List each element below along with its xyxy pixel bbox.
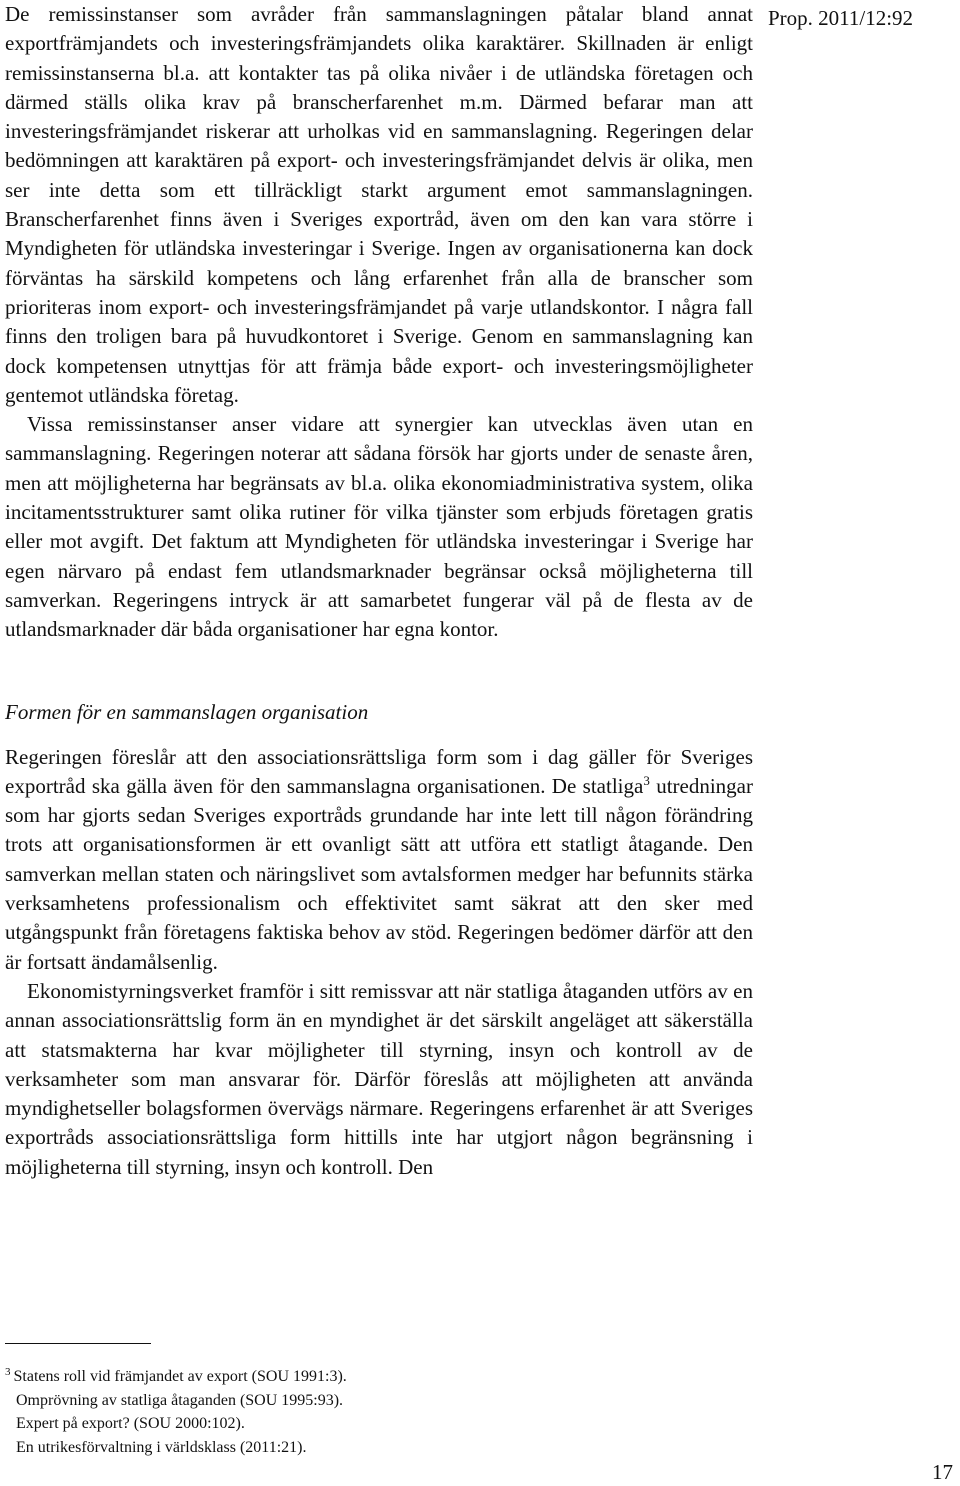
paragraph-remissinstanser: De remissinstanser som avråder från sammanslagningen påtalar bland annat exportfrämjandets och investeringsfrämjandets olika karaktärer. Skillnaden är enligt remissinstanserna bl.a. att kontakter tas på olika nivåer i de utländska företagen och därmed ställs olika krav på branscherfarenhet m.m. Därmed befarar man att investeringsfrämjandet riskerar att urholkas vid en sammanslagning. Regeringen delar bedömningen att karaktären på export- och investeringsfrämjandet delvis är olika, men ser inte detta som ett tillräckligt starkt argument emot sammanslagningen. Branscherfarenhet finns även i Sveriges exportråd, även om den kan vara större i Myndigheten för utländska investeringar i Sverige. Ingen av organisationerna kan dock förväntas ha särskild kompetens och lång erfarenhet från alla de branscher som prioriteras inom export- och investeringsfrämjandet på varje utlandskontor. I några fall finns den troligen bara på huvudkontoret i Sverige. Genom en sammanslagning kan dock kompetensen utnyttjas för att främja både export- och investeringsmöjligheter gentemot utländska företag. (5, 2, 753, 407)
footnotes (5, 1365, 753, 1459)
paragraph-associationsform-part2: utredningar som har gjorts sedan Sveriges exportråds grundande har inte lett till någon förändring trots att organisationsformen är ett ovanligt sätt att utföra ett statligt åtagande. Den samverkan mellan staten och näringslivet som avtalsformen medger har befunnits stärka verksamhetens professionalism och effektivitet samt säkrat att den sker med utgångspunkt från företagens faktiska behov av stöd. Regeringen bedömer därför att den är fortsatt ändamålsenlig. (5, 773, 753, 974)
proposition-reference: Prop. 2011/12:92 (768, 6, 914, 30)
paragraph-associationsform-part1: Regeringen föreslår att den associationsrättsliga form som i dag gäller för Sveriges exportråd ska gälla även för den sammanslagna organisationen. De statliga (5, 744, 753, 798)
paragraph-ekonomistyrningsverket: Ekonomistyrningsverket framför i sitt remissvar att när statliga åtaganden utförs av en annan associationsrättslig form än en myndighet är det särskilt angeläget att säkerställa att statsmakterna har kvar möjligheter till styrning, insyn och kontroll av de verksamheter som man ansvarar för. Därför föreslås att möjligheten att använda myndighetseller bolagsformen övervägs närmare. Regeringens erfarenhet är att Sveriges exportråds associationsrättsliga form hittills inte har utgjort någon begränsning i möjligheterna till styrning, insyn och kontroll. Den (5, 978, 753, 1179)
footnote-reference: 3 (643, 772, 650, 788)
section-heading: Formen för en sammanslagen organisation (5, 699, 369, 724)
paragraph-associationsform (5, 743, 753, 977)
footnote-divider (5, 1343, 151, 1344)
footnote-line: En utrikesförvaltning i världsklass (2011:21). (16, 1438, 307, 1456)
footnote-line (5, 1365, 753, 1389)
page-number: 17 (932, 1460, 953, 1484)
paragraph-synergier: Vissa remissinstanser anser vidare att synergier kan utvecklas även utan en sammanslagning. Regeringen noterar att sådana försök har gjorts under de senaste åren, men att möjligheterna har begränsats av bl.a. olika ekonomiadministrativa system, olika incitamentsstrukturer samt olika rutiner för vilka tjänster som erbjuds företagen gratis eller mot avgift. Det faktum att Myndigheten för utländska investeringar i Sverige har egen närvaro på endast fem utlandsmarknader begränsar också möjligheterna till samverkan. Regeringens intryck är att samarbetet fungerar väl på de flesta av de utlandsmarknader där båda organisationer har egna kontor. (5, 412, 753, 642)
main-text (5, 0, 753, 1182)
footnote-line: Omprövning av statliga åtaganden (SOU 1995:93). (16, 1391, 344, 1409)
footnote-line: Expert på export? (SOU 2000:102). (16, 1415, 245, 1432)
footnote-text: Statens roll vid främjandet av export (SOU 1991:3). (13, 1368, 347, 1385)
footnote-number: 3 (5, 1365, 11, 1378)
